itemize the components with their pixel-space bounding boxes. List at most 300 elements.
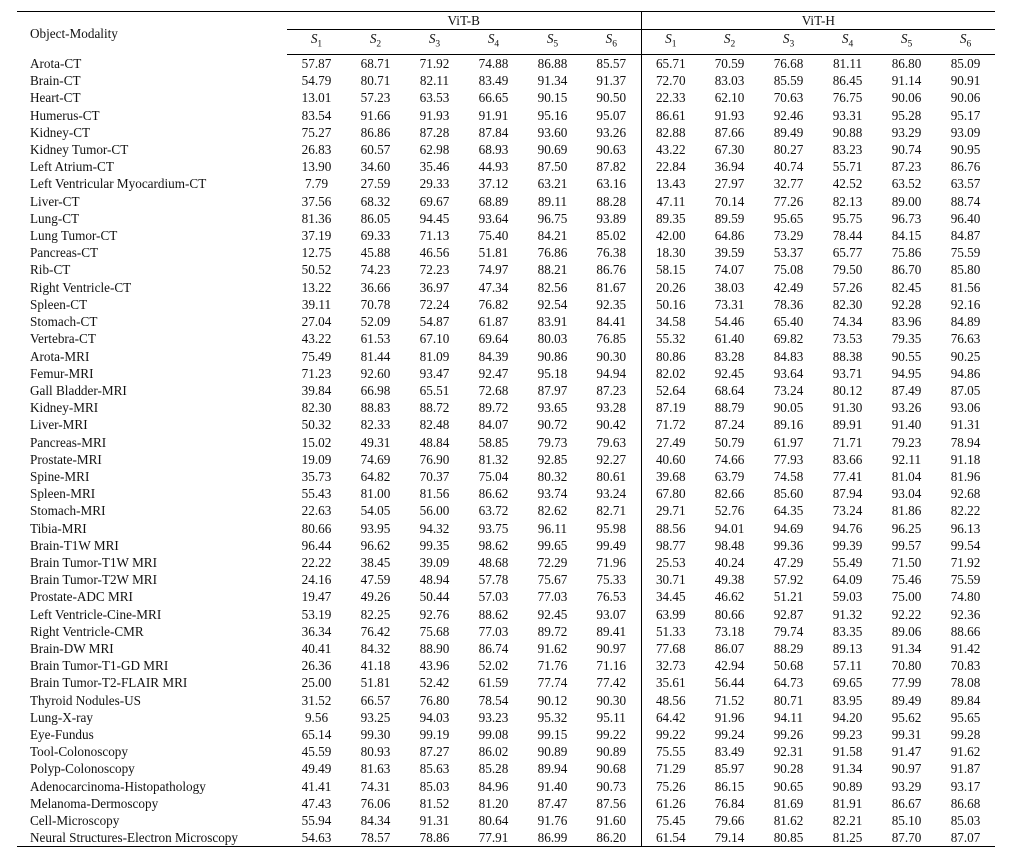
table-cell: 99.35 bbox=[419, 537, 450, 553]
table-cell: 47.11 bbox=[641, 193, 700, 210]
table-cell: 76.84 bbox=[714, 795, 745, 811]
table-cell: 85.60 bbox=[773, 486, 804, 502]
row-label: Stomach-MRI bbox=[30, 503, 106, 519]
table-cell: 64.42 bbox=[641, 709, 700, 726]
table-cell: 85.10 bbox=[891, 812, 922, 828]
table-cell: 22.33 bbox=[641, 89, 700, 106]
table-cell: 84.89 bbox=[950, 314, 981, 330]
table-cell: 59.03 bbox=[832, 589, 863, 605]
row-label: Prostate-MRI bbox=[30, 451, 102, 467]
table-cell: 91.87 bbox=[950, 761, 981, 777]
row-label: Gall Bladder-MRI bbox=[30, 382, 127, 398]
column-header-letter: S bbox=[959, 31, 967, 47]
table-cell: 81.36 bbox=[301, 210, 332, 226]
table-row bbox=[17, 175, 995, 192]
row-label: Eye-Fundus bbox=[30, 726, 94, 742]
column-header-subscript: 4 bbox=[494, 39, 500, 50]
table-cell: 70.59 bbox=[714, 56, 745, 72]
table-cell: 93.07 bbox=[596, 606, 627, 622]
table-row bbox=[17, 193, 995, 210]
column-header-letter: S bbox=[900, 31, 908, 47]
table-cell: 91.42 bbox=[950, 640, 981, 656]
table-cell: 56.00 bbox=[419, 503, 450, 519]
table-cell: 92.16 bbox=[950, 296, 981, 312]
table-cell: 65.40 bbox=[773, 314, 804, 330]
table-cell: 37.56 bbox=[301, 193, 332, 209]
table-cell: 99.57 bbox=[891, 537, 922, 553]
table-cell: 75.59 bbox=[950, 572, 981, 588]
table-cell: 75.27 bbox=[301, 124, 332, 140]
table-cell: 92.45 bbox=[537, 606, 568, 622]
table-cell: 71.92 bbox=[419, 56, 450, 72]
table-cell: 94.94 bbox=[596, 365, 627, 381]
row-label: Thyroid Nodules-US bbox=[30, 692, 141, 708]
table-cell: 78.08 bbox=[950, 675, 981, 691]
table-cell: 57.92 bbox=[773, 572, 804, 588]
table-cell: 93.47 bbox=[419, 365, 450, 381]
table-cell: 78.94 bbox=[950, 434, 981, 450]
table-cell: 92.87 bbox=[773, 606, 804, 622]
table-cell: 99.15 bbox=[537, 726, 568, 742]
table-cell: 90.65 bbox=[773, 778, 804, 794]
table-cell: 93.04 bbox=[891, 486, 922, 502]
table-cell: 75.67 bbox=[537, 572, 568, 588]
table-cell: 91.93 bbox=[714, 107, 745, 123]
table-cell: 93.74 bbox=[537, 486, 568, 502]
table-row bbox=[17, 674, 995, 691]
table-cell: 76.68 bbox=[773, 56, 804, 72]
column-header-letter: S bbox=[605, 31, 613, 47]
table-cell: 85.63 bbox=[419, 761, 450, 777]
row-label: Lung Tumor-CT bbox=[30, 228, 118, 244]
table-cell: 95.98 bbox=[596, 520, 627, 536]
table-cell: 49.38 bbox=[714, 572, 745, 588]
table-cell: 79.23 bbox=[891, 434, 922, 450]
table-cell: 75.00 bbox=[891, 589, 922, 605]
row-label: Melanoma-Dermoscopy bbox=[30, 795, 159, 811]
table-cell: 75.45 bbox=[641, 812, 700, 829]
table-cell: 54.46 bbox=[714, 314, 745, 330]
table-cell: 87.56 bbox=[596, 795, 627, 811]
table-cell: 90.72 bbox=[537, 417, 568, 433]
table-cell: 83.03 bbox=[714, 73, 745, 89]
table-cell: 25.53 bbox=[641, 554, 700, 571]
row-label: Arota-MRI bbox=[30, 348, 90, 364]
table-cell: 88.56 bbox=[641, 520, 700, 537]
table-row bbox=[17, 692, 995, 709]
table-cell: 88.21 bbox=[537, 262, 568, 278]
table-cell: 90.97 bbox=[596, 640, 627, 656]
column-header-letter: S bbox=[665, 31, 672, 47]
table-cell: 85.09 bbox=[950, 56, 981, 72]
table-cell: 40.60 bbox=[641, 451, 700, 468]
column-header bbox=[346, 30, 405, 55]
table-cell: 81.96 bbox=[950, 468, 981, 484]
table-cell: 71.72 bbox=[641, 416, 700, 433]
table-cell: 87.82 bbox=[596, 159, 627, 175]
table-cell: 50.52 bbox=[301, 262, 332, 278]
table-cell: 95.65 bbox=[773, 210, 804, 226]
table-cell: 85.80 bbox=[950, 262, 981, 278]
table-cell: 82.13 bbox=[832, 193, 863, 209]
table-cell: 81.44 bbox=[360, 348, 391, 364]
row-label: Spleen-CT bbox=[30, 296, 88, 312]
table-cell: 70.83 bbox=[950, 658, 981, 674]
table-cell: 74.31 bbox=[360, 778, 391, 794]
table-cell: 71.96 bbox=[596, 554, 627, 570]
table-cell: 91.14 bbox=[891, 73, 922, 89]
table-cell: 65.51 bbox=[419, 382, 450, 398]
table-row bbox=[17, 760, 995, 777]
table-cell: 39.84 bbox=[301, 382, 332, 398]
table-cell: 7.79 bbox=[304, 176, 329, 192]
column-header-subscript: 2 bbox=[730, 39, 736, 50]
table-cell: 89.49 bbox=[891, 692, 922, 708]
table-cell: 76.38 bbox=[596, 245, 627, 261]
table-cell: 93.75 bbox=[478, 520, 509, 536]
row-label: Brain Tumor-T1W MRI bbox=[30, 554, 157, 570]
table-cell: 92.68 bbox=[950, 486, 981, 502]
table-cell: 89.72 bbox=[478, 400, 509, 416]
row-label: Kidney-CT bbox=[30, 124, 91, 140]
table-cell: 20.26 bbox=[641, 279, 700, 296]
table-row bbox=[17, 227, 995, 244]
table-cell: 93.29 bbox=[891, 124, 922, 140]
column-header bbox=[936, 30, 995, 55]
table-cell: 86.02 bbox=[478, 744, 509, 760]
table-cell: 27.04 bbox=[301, 314, 332, 330]
table-cell: 81.25 bbox=[818, 829, 877, 847]
table-cell: 90.50 bbox=[596, 90, 627, 106]
table-cell: 40.74 bbox=[773, 159, 804, 175]
table-cell: 91.18 bbox=[950, 451, 981, 467]
table-cell: 54.79 bbox=[301, 73, 332, 89]
table-cell: 91.37 bbox=[596, 73, 627, 89]
table-cell: 90.69 bbox=[537, 142, 568, 158]
table-cell: 68.32 bbox=[360, 193, 391, 209]
table-cell: 99.49 bbox=[596, 537, 627, 553]
table-cell: 27.59 bbox=[360, 176, 391, 192]
table-cell: 82.25 bbox=[360, 606, 391, 622]
table-cell: 86.86 bbox=[360, 124, 391, 140]
table-cell: 81.32 bbox=[478, 451, 509, 467]
table-cell: 81.63 bbox=[360, 761, 391, 777]
table-cell: 95.11 bbox=[596, 709, 626, 725]
column-header bbox=[641, 30, 700, 55]
table-cell: 48.94 bbox=[419, 572, 450, 588]
table-cell: 75.86 bbox=[891, 245, 922, 261]
table-cell: 37.19 bbox=[301, 228, 332, 244]
table-cell: 83.23 bbox=[832, 142, 863, 158]
table-cell: 88.62 bbox=[478, 606, 509, 622]
table-cell: 94.11 bbox=[773, 709, 804, 725]
table-cell: 79.66 bbox=[714, 812, 745, 828]
table-cell: 91.40 bbox=[537, 778, 568, 794]
table-cell: 62.10 bbox=[714, 90, 745, 106]
table-cell: 82.22 bbox=[950, 503, 981, 519]
table-cell: 51.81 bbox=[478, 245, 509, 261]
table-row bbox=[17, 709, 995, 726]
table-cell: 76.86 bbox=[537, 245, 568, 261]
table-cell: 88.38 bbox=[832, 348, 863, 364]
table-cell: 86.67 bbox=[891, 795, 922, 811]
table-cell: 69.82 bbox=[773, 331, 804, 347]
table-cell: 36.66 bbox=[360, 279, 391, 295]
table-cell: 75.68 bbox=[419, 623, 450, 639]
table-cell: 60.57 bbox=[360, 142, 391, 158]
row-label: Right Ventricle-CT bbox=[30, 279, 132, 295]
table-cell: 82.66 bbox=[714, 486, 745, 502]
table-cell: 73.31 bbox=[714, 296, 745, 312]
table-row bbox=[17, 261, 995, 278]
table-cell: 61.87 bbox=[478, 314, 509, 330]
table-cell: 94.86 bbox=[950, 365, 981, 381]
table-cell: 95.18 bbox=[537, 365, 568, 381]
table-row bbox=[17, 520, 995, 537]
table-cell: 55.49 bbox=[832, 554, 863, 570]
table-cell: 87.28 bbox=[419, 124, 450, 140]
row-label: Polyp-Colonoscopy bbox=[30, 761, 135, 777]
row-label: Spleen-MRI bbox=[30, 486, 96, 502]
table-cell: 62.98 bbox=[419, 142, 450, 158]
table-cell: 84.87 bbox=[950, 228, 981, 244]
table-cell: 55.94 bbox=[301, 812, 332, 828]
table-cell: 89.41 bbox=[596, 623, 627, 639]
row-label: Left Ventricle-Cine-MRI bbox=[30, 606, 162, 622]
table-cell: 53.37 bbox=[773, 245, 804, 261]
table-cell: 86.76 bbox=[950, 159, 981, 175]
table-cell: 64.09 bbox=[832, 572, 863, 588]
table-cell: 95.75 bbox=[832, 210, 863, 226]
table-cell: 75.55 bbox=[641, 743, 700, 760]
table-cell: 80.85 bbox=[759, 829, 818, 847]
table-cell: 88.79 bbox=[714, 400, 745, 416]
table-cell: 96.25 bbox=[891, 520, 922, 536]
table-cell: 98.48 bbox=[714, 537, 745, 553]
row-label: Right Ventricle-CMR bbox=[30, 623, 144, 639]
table-cell: 81.52 bbox=[419, 795, 450, 811]
table-cell: 50.79 bbox=[714, 434, 745, 450]
table-cell: 90.15 bbox=[537, 90, 568, 106]
table-row bbox=[17, 606, 995, 623]
table-cell: 83.28 bbox=[714, 348, 745, 364]
table-row bbox=[17, 313, 995, 330]
table-cell: 89.00 bbox=[891, 193, 922, 209]
table-cell: 93.25 bbox=[360, 709, 391, 725]
table-cell: 63.52 bbox=[891, 176, 922, 192]
table-row bbox=[17, 279, 995, 296]
table-cell: 78.36 bbox=[773, 296, 804, 312]
table-cell: 75.33 bbox=[596, 572, 627, 588]
table-cell: 64.73 bbox=[773, 675, 804, 691]
table-cell: 63.99 bbox=[641, 606, 700, 623]
column-header bbox=[582, 30, 641, 55]
table-cell: 50.68 bbox=[773, 658, 804, 674]
table-cell: 94.76 bbox=[832, 520, 863, 536]
table-cell: 99.26 bbox=[773, 726, 804, 742]
table-cell: 74.88 bbox=[478, 56, 509, 72]
table-cell: 88.29 bbox=[773, 640, 804, 656]
table-cell: 86.15 bbox=[714, 778, 745, 794]
table-cell: 93.64 bbox=[478, 210, 509, 226]
table-cell: 54.63 bbox=[287, 829, 346, 847]
table-cell: 90.55 bbox=[891, 348, 922, 364]
table-cell: 95.65 bbox=[950, 709, 981, 725]
table-cell: 42.52 bbox=[832, 176, 863, 192]
table-cell: 92.28 bbox=[891, 296, 922, 312]
table-cell: 38.45 bbox=[360, 554, 391, 570]
table-cell: 92.22 bbox=[891, 606, 922, 622]
table-cell: 19.09 bbox=[301, 451, 332, 467]
table-cell: 84.15 bbox=[891, 228, 922, 244]
column-header-letter: S bbox=[428, 31, 436, 47]
table-cell: 92.46 bbox=[773, 107, 804, 123]
table-cell: 83.49 bbox=[714, 744, 745, 760]
table-cell: 61.54 bbox=[641, 829, 700, 847]
table-cell: 64.35 bbox=[773, 503, 804, 519]
table-cell: 80.32 bbox=[537, 468, 568, 484]
table-cell: 88.28 bbox=[596, 193, 627, 209]
table-cell: 84.39 bbox=[478, 348, 509, 364]
table-cell: 90.89 bbox=[832, 778, 863, 794]
table-cell: 77.03 bbox=[478, 623, 509, 639]
table-cell: 82.02 bbox=[641, 365, 700, 382]
table-cell: 89.16 bbox=[773, 417, 804, 433]
table-cell: 99.65 bbox=[537, 537, 568, 553]
table-cell: 55.71 bbox=[832, 159, 863, 175]
column-header bbox=[405, 30, 464, 55]
table-cell: 57.03 bbox=[478, 589, 509, 605]
table-cell: 91.34 bbox=[537, 73, 568, 89]
table-cell: 96.40 bbox=[950, 210, 981, 226]
table-cell: 13.43 bbox=[641, 175, 700, 192]
group-header-vit-b: ViT-B bbox=[287, 12, 641, 30]
table-cell: 80.66 bbox=[714, 606, 745, 622]
table-cell: 88.74 bbox=[950, 193, 981, 209]
table-row bbox=[17, 657, 995, 674]
table-cell: 83.49 bbox=[478, 73, 509, 89]
table-cell: 47.29 bbox=[773, 554, 804, 570]
table-row bbox=[17, 726, 995, 743]
table-cell: 27.49 bbox=[641, 434, 700, 451]
table-cell: 76.90 bbox=[419, 451, 450, 467]
table-row bbox=[17, 623, 995, 640]
table-cell: 63.57 bbox=[950, 176, 981, 192]
row-label: Tibia-MRI bbox=[30, 520, 87, 536]
table-cell: 72.68 bbox=[478, 382, 509, 398]
table-cell: 78.57 bbox=[346, 829, 405, 847]
table-cell: 80.71 bbox=[773, 692, 804, 708]
row-label: Heart-CT bbox=[30, 90, 81, 106]
table-cell: 74.69 bbox=[360, 451, 391, 467]
table-cell: 50.44 bbox=[419, 589, 450, 605]
table-cell: 73.24 bbox=[773, 382, 804, 398]
table-cell: 91.30 bbox=[832, 400, 863, 416]
table-cell: 89.91 bbox=[832, 417, 863, 433]
table-cell: 85.57 bbox=[596, 56, 627, 72]
table-row bbox=[17, 485, 995, 502]
table-cell: 71.50 bbox=[891, 554, 922, 570]
table-row bbox=[17, 158, 995, 175]
table-cell: 96.44 bbox=[301, 537, 332, 553]
row-label: Prostate-ADC MRI bbox=[30, 589, 133, 605]
table-row bbox=[17, 743, 995, 760]
table-cell: 70.78 bbox=[360, 296, 391, 312]
row-header-label: Object-Modality bbox=[17, 12, 287, 55]
table-cell: 90.25 bbox=[950, 348, 981, 364]
table-cell: 64.86 bbox=[714, 228, 745, 244]
table-cell: 96.73 bbox=[891, 210, 922, 226]
table-cell: 66.98 bbox=[360, 382, 391, 398]
table-row bbox=[17, 554, 995, 571]
table-row bbox=[17, 795, 995, 812]
table-cell: 89.84 bbox=[950, 692, 981, 708]
table-cell: 94.69 bbox=[773, 520, 804, 536]
row-label: Rib-CT bbox=[30, 262, 71, 278]
table-cell: 43.22 bbox=[641, 141, 700, 158]
table-cell: 75.46 bbox=[891, 572, 922, 588]
table-cell: 65.77 bbox=[832, 245, 863, 261]
table-cell: 90.28 bbox=[773, 761, 804, 777]
table-cell: 94.01 bbox=[714, 520, 745, 536]
table-cell: 81.56 bbox=[419, 486, 450, 502]
table-cell: 79.35 bbox=[891, 331, 922, 347]
table-cell: 81.04 bbox=[891, 468, 922, 484]
table-cell: 74.80 bbox=[950, 589, 981, 605]
table-cell: 91.76 bbox=[537, 812, 568, 828]
table-cell: 41.41 bbox=[301, 778, 332, 794]
row-label: Brain Tumor-T2-FLAIR MRI bbox=[30, 675, 188, 691]
table-cell: 30.71 bbox=[641, 571, 700, 588]
table-cell: 93.95 bbox=[360, 520, 391, 536]
table-cell: 65.14 bbox=[301, 726, 332, 742]
table-cell: 79.50 bbox=[832, 262, 863, 278]
table-row bbox=[17, 778, 995, 795]
table-cell: 84.32 bbox=[360, 640, 391, 656]
table-row bbox=[17, 210, 995, 227]
table-cell: 95.32 bbox=[537, 709, 568, 725]
table-cell: 86.99 bbox=[523, 829, 582, 847]
table-cell: 92.85 bbox=[537, 451, 568, 467]
table-cell: 95.07 bbox=[596, 107, 627, 123]
table-cell: 80.71 bbox=[360, 73, 391, 89]
table-cell: 26.36 bbox=[301, 658, 332, 674]
table-cell: 22.84 bbox=[641, 158, 700, 175]
table-cell: 47.43 bbox=[301, 795, 332, 811]
column-header bbox=[818, 30, 877, 55]
table-cell: 93.89 bbox=[596, 210, 627, 226]
table-cell: 87.24 bbox=[714, 417, 745, 433]
table-cell: 94.03 bbox=[419, 709, 450, 725]
table-cell: 90.74 bbox=[891, 142, 922, 158]
table-cell: 90.73 bbox=[596, 778, 627, 794]
table-cell: 91.32 bbox=[832, 606, 863, 622]
table-cell: 58.85 bbox=[478, 434, 509, 450]
table-cell: 34.45 bbox=[641, 588, 700, 605]
table-cell: 93.26 bbox=[891, 400, 922, 416]
table-cell: 45.88 bbox=[360, 245, 391, 261]
table-cell: 78.86 bbox=[405, 829, 464, 847]
table-cell: 90.68 bbox=[596, 761, 627, 777]
table-cell: 71.23 bbox=[301, 365, 332, 381]
table-cell: 42.49 bbox=[773, 279, 804, 295]
table-row bbox=[17, 124, 995, 141]
table-cell: 93.31 bbox=[832, 107, 863, 123]
row-label: Kidney Tumor-CT bbox=[30, 142, 129, 158]
table-cell: 91.31 bbox=[419, 812, 450, 828]
table-cell: 22.22 bbox=[301, 554, 332, 570]
table-cell: 87.23 bbox=[596, 382, 627, 398]
